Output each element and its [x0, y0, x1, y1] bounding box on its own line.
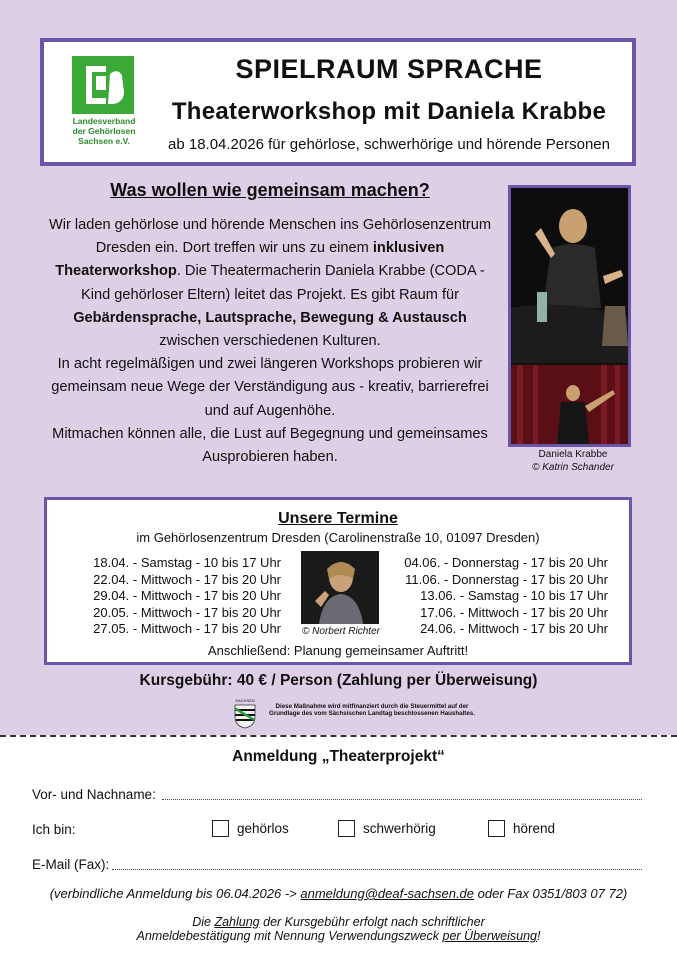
funding-note: Diese Maßnahme wird mitfinanziert durch die Steuermittel auf der Grundlage des vom Sächsischen Landtag beschlossenen Haushaltes.	[269, 703, 475, 718]
name-field[interactable]	[162, 799, 642, 800]
dates-box	[44, 497, 632, 665]
email-field[interactable]	[112, 869, 642, 870]
option-hoerend[interactable]: hörend	[488, 820, 555, 837]
date-line: ab 18.04.2026 für gehörlose, schwerhörige und hörende Personen	[168, 136, 610, 153]
checkbox-schwerhoerig[interactable]	[338, 820, 355, 837]
photo-caption: Daniela Krabbe © Katrin Schander	[532, 449, 614, 473]
date-item: 18.04. - Samstag - 10 bis 17 Uhr	[93, 555, 281, 570]
payment-note: Die Zahlung der Kursgebühr erfolgt nach schriftlicher Anmeldebestätigung mit Nennung Verwendungszweck per Überweisung!	[136, 915, 541, 943]
page-subtitle: Theaterworkshop mit Daniela Krabbe	[171, 98, 607, 125]
portrait-credit: © Norbert Richter	[302, 626, 380, 637]
registration-title: Anmeldung „Theaterprojekt“	[232, 748, 445, 765]
date-item: 24.06. - Mittwoch - 17 bis 20 Uhr	[420, 621, 608, 636]
date-item: 22.04. - Mittwoch - 17 bis 20 Uhr	[93, 571, 281, 587]
logo-text: Landesverband der Gehörlosen Sachsen e.V.	[72, 116, 136, 146]
dates-location: im Gehörlosenzentrum Dresden (Carolinenstraße 10, 01097 Dresden)	[136, 530, 540, 545]
option-gehoerlos[interactable]: gehörlos	[212, 820, 289, 837]
checkbox-gehoerlos[interactable]	[212, 820, 229, 837]
date-item: 04.06. - Donnerstag - 17 bis 20 Uhr	[404, 555, 608, 570]
dates-after-note: Anschließend: Planung gemeinsamer Auftritt!	[207, 643, 469, 658]
date-item: 11.06. - Donnerstag - 17 bis 20 Uhr	[405, 571, 608, 587]
header-box	[40, 38, 636, 166]
dates-list-left	[55, 555, 281, 638]
section-heading: Was wollen wie gemeinsam machen?	[110, 180, 430, 200]
checkbox-hoerend[interactable]	[488, 820, 505, 837]
cut-line	[0, 735, 677, 737]
intro-paragraph: Wir laden gehörlose und hörende Menschen ins Gehörlosenzentrum Dresden ein. Dort treffen wir uns zu einem inklusiven Theaterworkshop. Die Theatermacherin Daniela Krabbe (CODA - Kind gehörloser Eltern) leitet das Projekt. Es gibt Raum für Gebärdensprache, Lautsprache, Bewegung & Austausch zwischen verschiedenen Kulturen. In acht regelmäßigen und zwei längeren Workshops probieren wir gemeinsam neue Wege der Verständigung aus - kreativ, barrierefrei und auf Augenhöhe. Mitmachen können alle, die Lust auf Begegnung und gemeinsames Ausprobieren haben.	[48, 217, 492, 466]
workshop-photo	[508, 185, 631, 447]
registration-note: (verbindliche Anmeldung bis 06.04.2026 -> anmeldung@deaf-sachsen.de oder Fax 0351/803 07 72)	[49, 886, 628, 901]
email-link[interactable]: anmeldung@deaf-sachsen.de	[300, 886, 475, 901]
page-title: SPIELRAUM SPRACHE	[235, 54, 543, 84]
name-label: Vor- und Nachname:	[32, 787, 156, 802]
course-fee: Kursgebühr: 40 € / Person (Zahlung per Überweisung)	[139, 672, 538, 689]
date-item: 13.06. - Samstag - 10 bis 17 Uhr	[420, 588, 608, 603]
ichbin-label: Ich bin:	[32, 822, 76, 837]
date-item: 27.05. - Mittwoch - 17 bis 20 Uhr	[93, 621, 281, 636]
dates-title: Unsere Termine	[278, 510, 398, 527]
email-label: E-Mail (Fax):	[32, 857, 110, 872]
dates-list-right	[382, 555, 608, 638]
option-schwerhoerig[interactable]: schwerhörig	[338, 820, 436, 837]
saxony-coat-of-arms: SACHSEN	[232, 698, 258, 730]
krabbe-portrait	[301, 551, 379, 624]
date-item: 20.05. - Mittwoch - 17 bis 20 Uhr	[93, 604, 281, 620]
lvgs-logo	[72, 56, 134, 114]
date-item: 29.04. - Mittwoch - 17 bis 20 Uhr	[93, 588, 281, 603]
date-item: 17.06. - Mittwoch - 17 bis 20 Uhr	[420, 604, 608, 620]
